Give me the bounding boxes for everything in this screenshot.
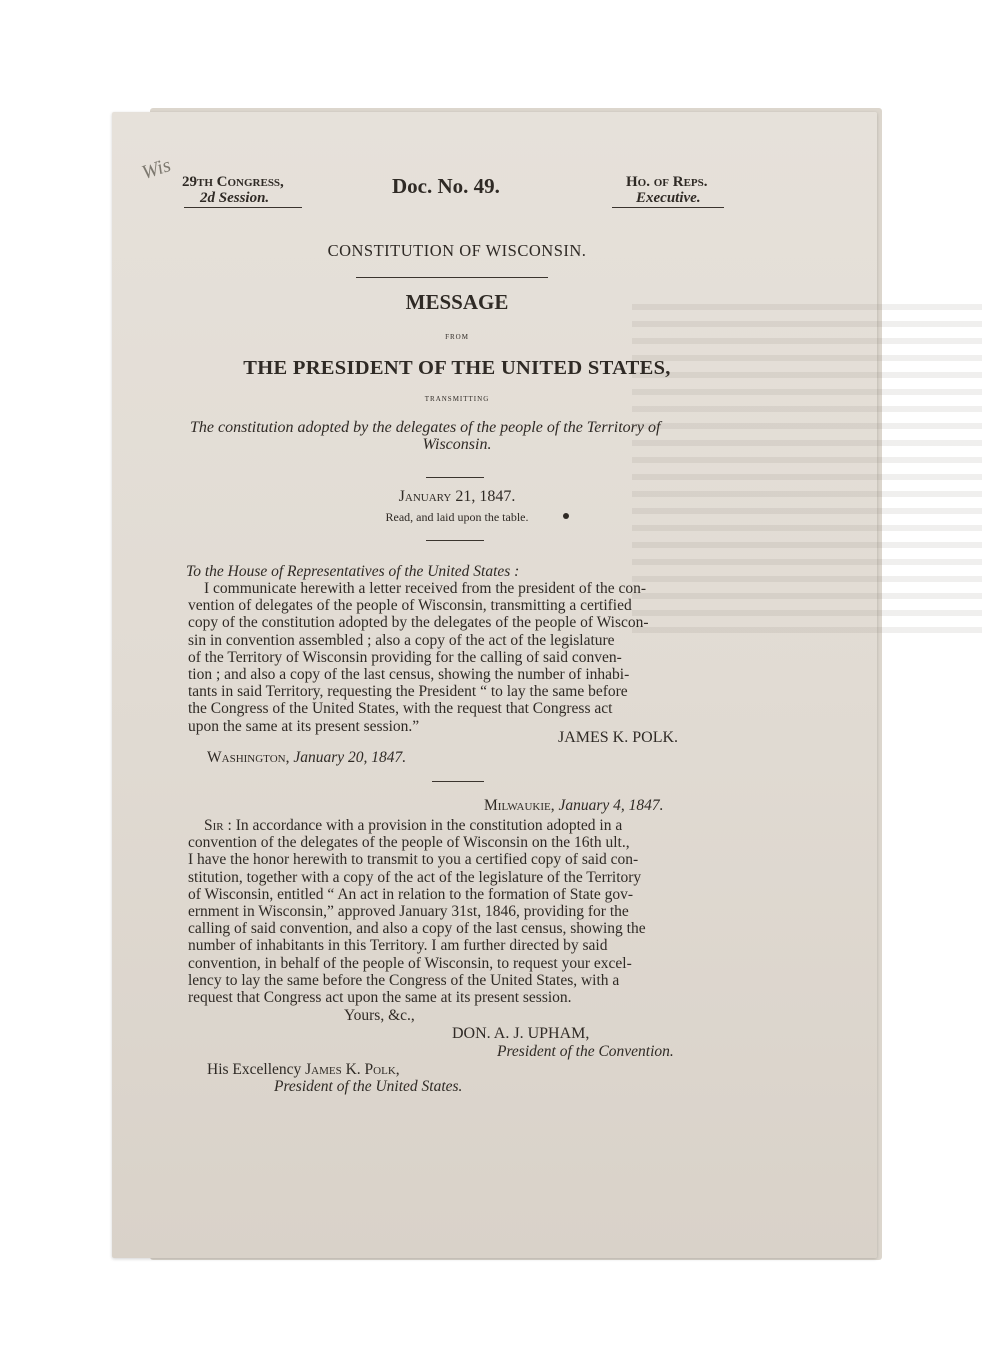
washington-dateline [207, 749, 406, 766]
letter-date: January 4, 1847. [558, 797, 664, 814]
dateline-place: Washington, [207, 749, 290, 766]
dateline-date: January 20, 1847. [293, 749, 407, 766]
header-right-rule [612, 207, 724, 208]
header-congress: 29th Congress, [182, 174, 284, 190]
message-line: tants in said Territory, requesting the President “ to lay the same before [188, 683, 628, 701]
addressee-name: James K. Polk, [305, 1061, 400, 1078]
milwaukie-dateline [484, 797, 664, 814]
letter-opening: Sir : [204, 817, 232, 834]
letter-line: calling of said convention, and also a copy of the last census, showing the [188, 920, 646, 938]
letter-line: number of inhabitants in this Territory. I am further directed by said [188, 937, 608, 955]
letter-line [188, 817, 733, 834]
addressee-title: President of the United States. [274, 1078, 463, 1095]
message-line: tion ; and also a copy of the last census, showing the number of inhabi- [188, 666, 630, 684]
ink-dot [563, 513, 569, 519]
letter-closing: Yours, &c., [344, 1007, 415, 1024]
letter-line: I have the honor herewith to transmit to you a certified copy of said con- [188, 851, 639, 869]
signature-polk: JAMES K. POLK. [558, 729, 679, 746]
message-line: sin in convention assembled ; also a copy of the act of the legislature [188, 631, 615, 649]
message-line: of the Territory of Wisconsin providing for the calling of said conven- [188, 648, 622, 666]
letter-place: Milwaukie, [484, 797, 555, 814]
salutation: To the House of Representatives of the United States : [186, 563, 520, 580]
message-line: upon the same at its present session.” [188, 717, 420, 735]
document-number: Doc. No. 49. [392, 174, 500, 198]
margin-note: Wis [139, 154, 174, 184]
signer-name: DON. A. J. UPHAM, [452, 1025, 590, 1042]
letter-line: stitution, together with a copy of the act of the legislature of the Territory [188, 868, 642, 886]
letter-line: convention, in behalf of the people of Wisconsin, to request your excel- [188, 954, 632, 972]
section-rule [432, 781, 484, 782]
letter-first-line: In accordance with a provision in the constitution adopted in a [235, 817, 623, 834]
letter-line: lency to lay the same before the Congress of the United States, with a [188, 971, 620, 989]
president-heading: THE PRESIDENT OF THE UNITED STATES, [243, 357, 671, 379]
addressee-prefix: His Excellency [207, 1061, 302, 1078]
date-rule [426, 540, 484, 541]
message-date: January 21, 1847. [398, 488, 516, 505]
letter-line: ernment in Wisconsin,” approved January 31st, 1846, providing for the [188, 903, 629, 921]
addressee-line [207, 1061, 400, 1078]
title-rule [356, 277, 548, 278]
transmitting-label: TRANSMITTING [424, 395, 490, 403]
message-line: I communicate herewith a letter received from the president of the con- [204, 580, 646, 597]
message-line: the Congress of the United States, with the request that Congress act [188, 700, 613, 718]
message-heading: MESSAGE [405, 290, 509, 314]
header-session: 2d Session. [200, 190, 270, 206]
letter-line: convention of the delegates of the people of Wisconsin on the 16th ult., [188, 834, 630, 852]
header-executive: Executive. [636, 190, 701, 206]
message-line: copy of the constitution adopted by the delegates of the people of Wiscon- [188, 614, 649, 632]
subtitle-line-2: Wisconsin. [422, 436, 492, 453]
letter-line: request that Congress act upon the same at its present session. [188, 989, 572, 1007]
message-line: vention of delegates of the people of Wisconsin, transmitting a certified [188, 597, 632, 615]
letter-line: of Wisconsin, entitled “ An act in relation to the formation of State gov- [188, 885, 634, 903]
header-left-rule [184, 207, 302, 208]
document-page [112, 112, 877, 1258]
message-paragraph [188, 580, 728, 735]
subtitle-line-1: The constitution adopted by the delegates of the people of the Territory of [190, 419, 661, 436]
subtitle-rule [426, 477, 484, 478]
from-label: FROM [445, 333, 469, 341]
read-note: Read, and laid upon the table. [385, 510, 529, 524]
letter-paragraph [188, 817, 733, 1006]
signer-title: President of the Convention. [497, 1043, 674, 1060]
document-title: CONSTITUTION OF WISCONSIN. [327, 241, 587, 260]
header-house: Ho. of Reps. [626, 174, 708, 190]
